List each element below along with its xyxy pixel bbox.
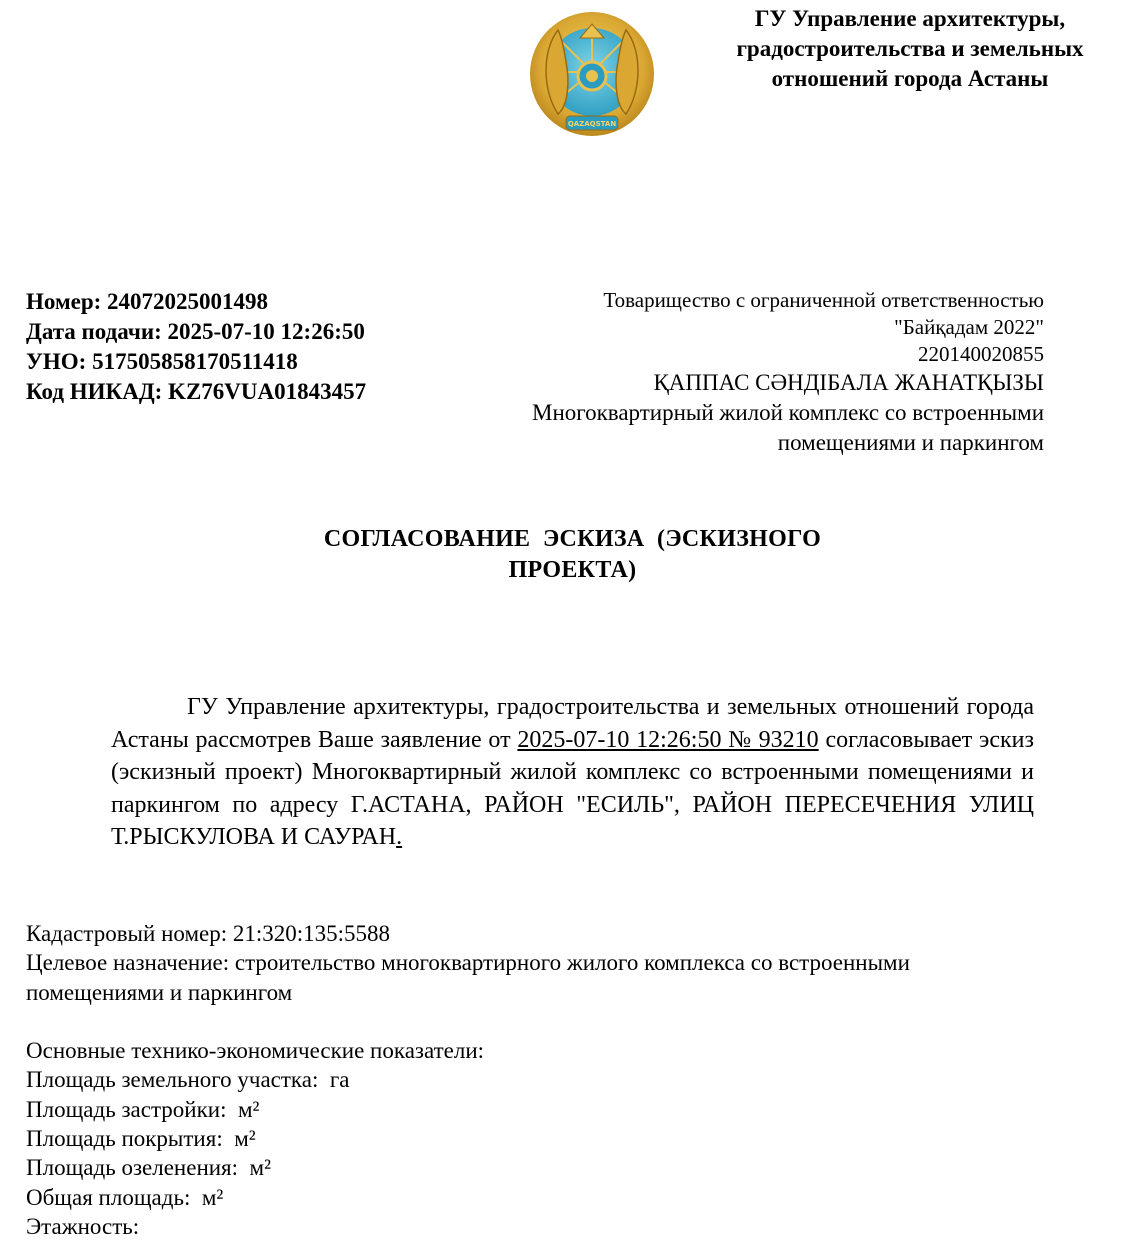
approval-paragraph bbox=[111, 691, 1034, 854]
document-title bbox=[250, 524, 895, 586]
org-line-1: ГУ Управление архитектуры, bbox=[754, 6, 1066, 31]
document-number: Номер: 24072025001498 bbox=[26, 289, 269, 314]
title-line-1: СОГЛАСОВАНИЕ ЭСКИЗА (ЭСКИЗНОГО bbox=[323, 526, 822, 552]
green-area: Площадь озеленения: м² bbox=[26, 1155, 271, 1181]
recipient-line-5: Многоквартирный жилой комплекс со встроенными bbox=[532, 400, 1044, 425]
issuing-organization bbox=[700, 4, 1120, 94]
emblem-text: QAZAQSTAN bbox=[567, 120, 617, 128]
spacer bbox=[26, 1007, 1106, 1036]
paragraph-part-2: согласовывает эскиз (эскизный проект) Многоквартирный жилой комплекс со встроенными помещениями и паркингом по адресу Г.АСТАНА, РАЙОН "ЕСИЛЬ", РАЙОН ПЕРЕСЕЧЕНИЯ УЛИЦ Т.РЫСКУЛОВА И САУРАН bbox=[111, 726, 1034, 851]
uno-number: УНО: 517505858170511418 bbox=[26, 349, 298, 374]
built-area: Площадь застройки: м² bbox=[26, 1096, 260, 1122]
recipient-line-1: Товарищество с ограниченной ответственностью bbox=[603, 288, 1044, 312]
total-area: Общая площадь: м² bbox=[26, 1184, 224, 1210]
recipient-line-3: 220140020855 bbox=[918, 342, 1044, 366]
submit-date: Дата подачи: 2025-07-10 12:26:50 bbox=[26, 319, 365, 344]
recipient-block bbox=[440, 287, 1044, 458]
cadastral-number: Кадастровый номер: 21:320:135:5588 bbox=[26, 921, 391, 946]
recipient-line-6: помещениями и паркингом bbox=[777, 430, 1044, 455]
recipient-line-4: ҚАППАС СӘНДІБАЛА ЖАНАТҚЫЗЫ bbox=[653, 370, 1044, 395]
paragraph-end-mark: . bbox=[396, 824, 403, 851]
document-meta bbox=[26, 287, 456, 407]
purpose-line-1: Целевое назначение: строительство многоквартирного жилого комплекса со встроенными bbox=[26, 950, 910, 976]
purpose-line-2: помещениями и паркингом bbox=[26, 979, 293, 1005]
title-line-2: ПРОЕКТА) bbox=[508, 557, 637, 583]
recipient-line-2: "Байқадам 2022" bbox=[894, 315, 1044, 339]
cover-area: Площадь покрытия: м² bbox=[26, 1126, 256, 1152]
land-area: Площадь земельного участка: га bbox=[26, 1067, 350, 1093]
paragraph-part-1: ГУ Управление архитектуры, градостроительства и земельных отношений города Астаны рассмотрев Ваше заявление от bbox=[111, 694, 1034, 753]
org-line-2: градостроительства и земельных bbox=[736, 36, 1084, 61]
floors: Этажность: bbox=[26, 1213, 140, 1239]
org-line-3: отношений города Астаны bbox=[771, 66, 1049, 91]
application-reference-link[interactable]: 2025-07-10 12:26:50 № 93210 bbox=[517, 726, 819, 753]
state-emblem-icon bbox=[528, 10, 656, 142]
project-details bbox=[26, 919, 1106, 1241]
tep-heading: Основные технико-экономические показатели: bbox=[26, 1038, 485, 1064]
nikad-code: Код НИКАД: KZ76VUA01843457 bbox=[26, 379, 367, 404]
